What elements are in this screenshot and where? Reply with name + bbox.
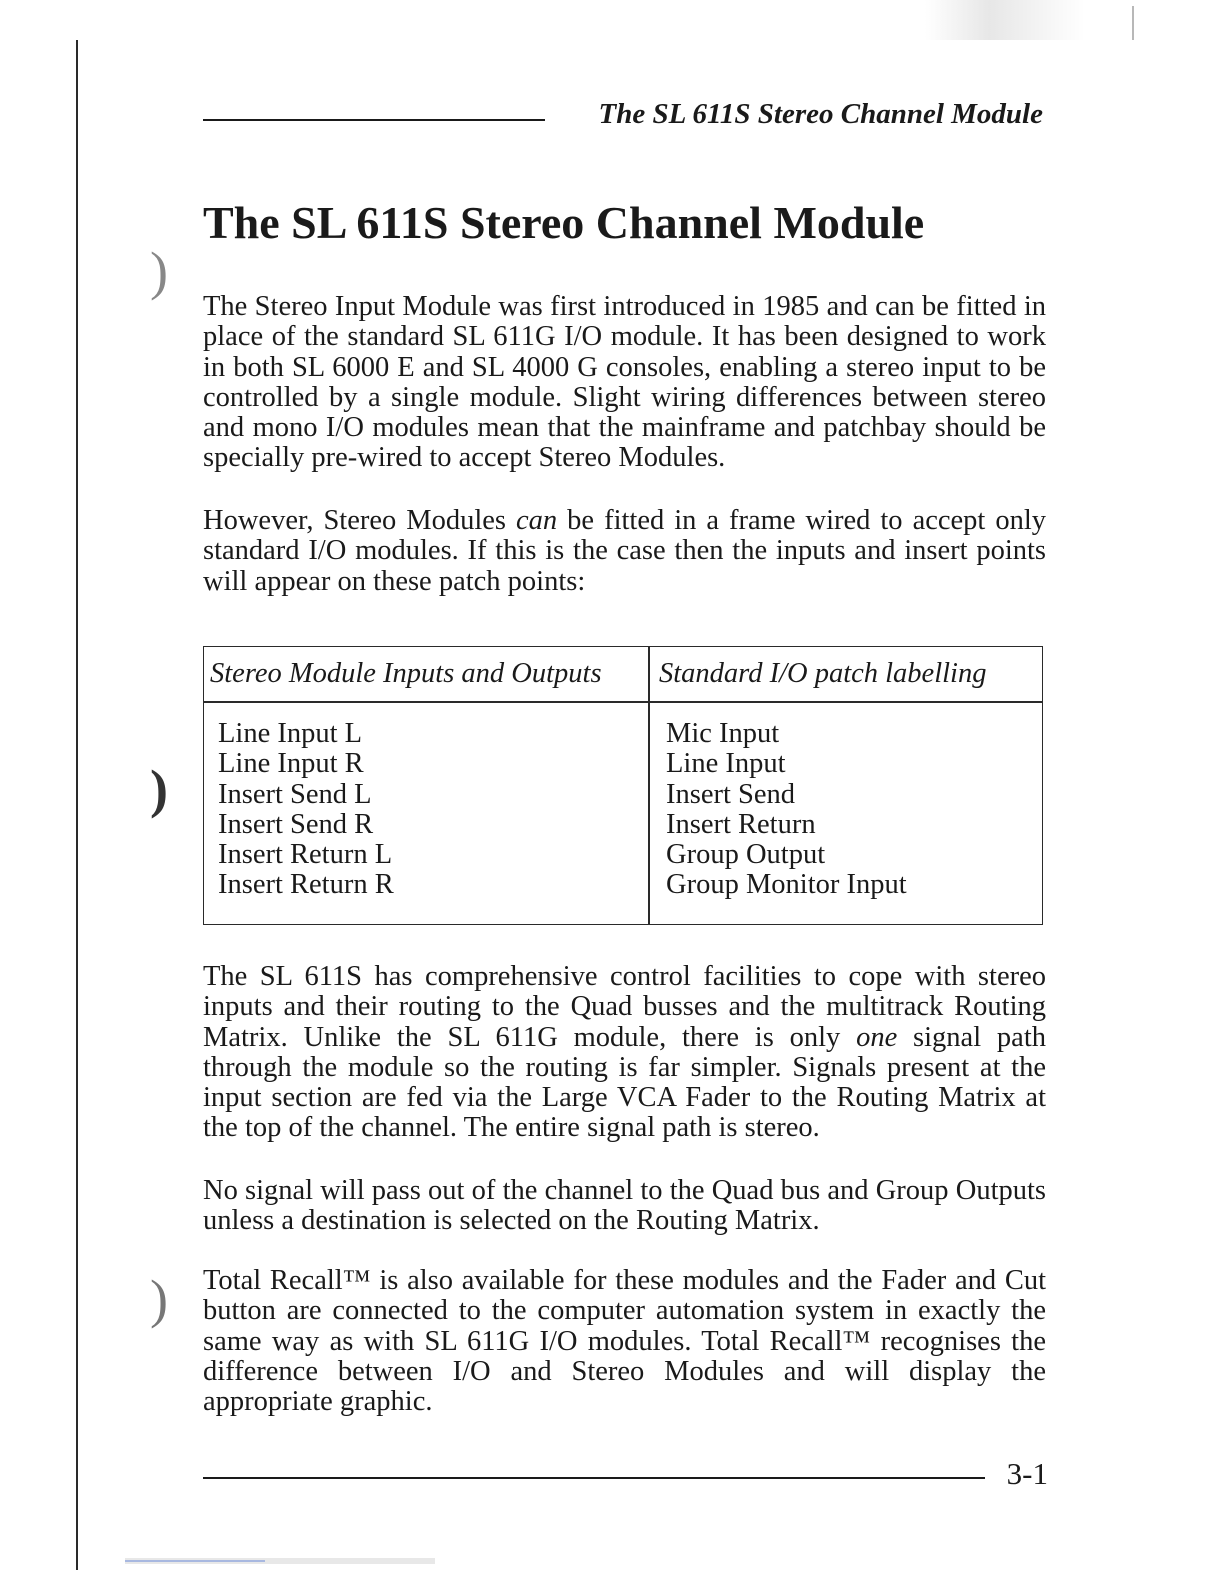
table-header-standard: Standard I/O patch labelling bbox=[659, 658, 987, 689]
paragraph-signal-note: No signal will pass out of the channel to the Quad bus and Group Outputs unless a destination is selected on the Routing Matrix. bbox=[203, 1175, 1046, 1237]
scan-mark bbox=[1132, 6, 1134, 40]
header-rule bbox=[203, 119, 545, 121]
paragraph-intro: The Stereo Input Module was first introduced in 1985 and can be fitted in place of the standard SL 611G I/O module. It has been designed to work in both SL 6000 E and SL 4000 G consoles, enabling a stereo input to be controlled by a single module. Slight wiring differences between stereo and mono I/O modules mean that the mainframe and patchbay should be specially pre-wired to accept Stereo Modules. bbox=[203, 291, 1046, 474]
table-cell: Insert Return bbox=[666, 808, 816, 840]
table-cell: Group Monitor Input bbox=[666, 869, 907, 901]
table-header-stereo: Stereo Module Inputs and Outputs bbox=[210, 658, 602, 689]
footer-rule bbox=[203, 1477, 985, 1479]
scan-smudge bbox=[125, 1560, 265, 1562]
table-header-divider bbox=[204, 701, 1042, 703]
binding-mark: ) bbox=[150, 241, 168, 301]
table-cell: Insert Send L bbox=[218, 778, 372, 810]
binding-edge-line bbox=[76, 40, 78, 1570]
emphasis-text: one bbox=[856, 1021, 898, 1053]
binding-mark: ) bbox=[150, 1269, 168, 1329]
paragraph-total-recall: Total Recall™ is also available for these modules and the Fader and Cut button are connected to the computer automation system in exactly the same way as with SL 611G I/O modules. Total Recall™ recognises the difference between I/O and Stereo Modules and will display the appropriate graphic. bbox=[203, 1265, 1046, 1418]
running-header bbox=[203, 98, 1043, 138]
running-footer bbox=[203, 1456, 1048, 1496]
table-cell: Insert Return R bbox=[218, 869, 394, 901]
page-title: The SL 611S Stereo Channel Module bbox=[203, 197, 925, 248]
text-run: be fitted in a frame wired to accept only standard I/O modules. If this is the case then the inputs and insert points will appear on these patch points: bbox=[203, 505, 1047, 597]
table-cell: Insert Send R bbox=[218, 808, 374, 840]
text-run: However, Stereo Modules bbox=[203, 505, 517, 536]
table-column-stereo bbox=[218, 719, 394, 901]
patch-table bbox=[203, 646, 1043, 925]
running-title: The SL 611S Stereo Channel Module bbox=[598, 98, 1043, 130]
text-run: signal path through the module so the routing is far simpler. Signals present at the input section are fed via the Large VCA Fader to the Routing Matrix at the top of the channel. The entire signal path is stereo. bbox=[203, 1021, 1046, 1144]
table-column-standard bbox=[666, 719, 907, 901]
emphasis-text: can bbox=[516, 505, 558, 536]
table-cell: Line Input bbox=[666, 748, 786, 780]
scan-smudge bbox=[925, 0, 1085, 40]
table-cell: Group Output bbox=[666, 839, 826, 871]
binding-mark: ) bbox=[150, 759, 168, 819]
table-column-divider bbox=[648, 647, 650, 924]
table-cell: Line Input R bbox=[218, 748, 364, 780]
text-run: The SL 611S has comprehensive control facilities to cope with stereo inputs and their routing to the Quad busses and the multitrack Routing Matrix. Unlike the SL 611G module, there is only bbox=[203, 961, 1046, 1053]
table-cell: Mic Input bbox=[666, 718, 780, 749]
table-cell: Insert Send bbox=[666, 778, 796, 810]
table-cell: Insert Return L bbox=[218, 839, 393, 871]
page-number: 3-1 bbox=[1006, 1456, 1048, 1491]
table-cell: Line Input L bbox=[218, 718, 363, 749]
paragraph-fitting bbox=[203, 506, 1046, 597]
paragraph-routing bbox=[203, 962, 1046, 1144]
